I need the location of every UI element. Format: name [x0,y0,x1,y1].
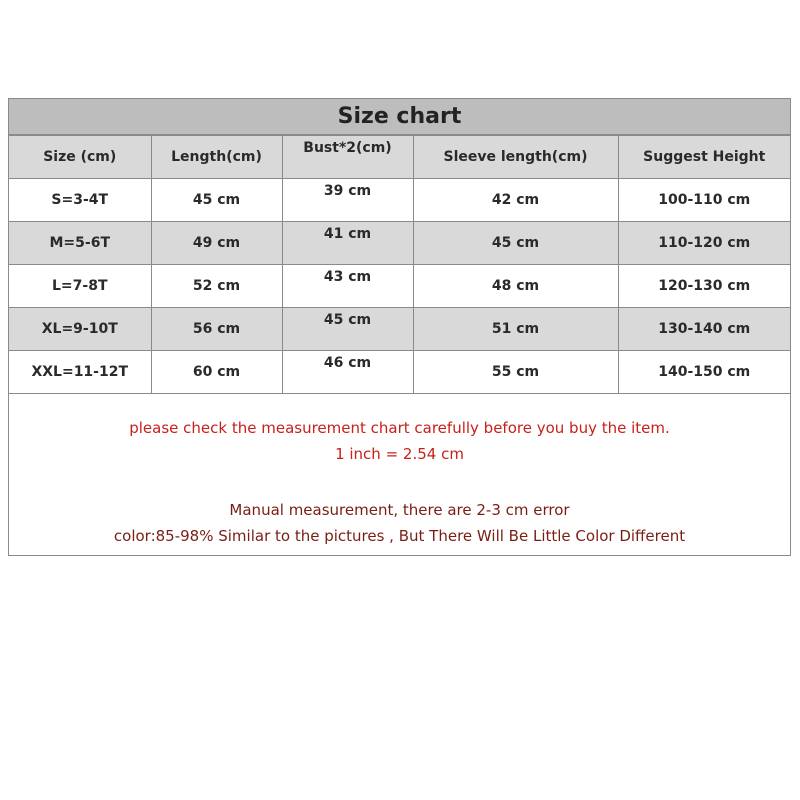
table-header-row [9,136,790,179]
notes [9,415,790,549]
table-row [9,179,790,222]
color-difference-note: color:85-98% Similar to the pictures , But There Will Be Little Color Different [113,527,686,545]
cell-suggest-height: 120-130 cm [618,265,790,308]
cell-bust: 45 cm [282,308,413,351]
cell-length: 60 cm [151,351,282,394]
header-sleeve-length: Sleeve length(cm) [413,136,618,179]
check-notice: please check the measurement chart carefully before you buy the item. [129,419,670,437]
table-row [9,265,790,308]
cell-suggest-height: 140-150 cm [618,351,790,394]
cell-sleeve-length: 55 cm [413,351,618,394]
table-row [9,308,790,351]
cell-bust: 39 cm [282,179,413,222]
header-length: Length(cm) [151,136,282,179]
table-row [9,222,790,265]
cell-sleeve-length: 51 cm [413,308,618,351]
cell-size: S=3-4T [9,179,151,222]
cell-length: 45 cm [151,179,282,222]
cell-bust: 41 cm [282,222,413,265]
cell-size: M=5-6T [9,222,151,265]
cell-sleeve-length: 42 cm [413,179,618,222]
header-suggest-height: Suggest Height [618,136,790,179]
header-bust: Bust*2(cm) [282,136,413,179]
cell-length: 49 cm [151,222,282,265]
cell-size: L=7-8T [9,265,151,308]
chart-title: Size chart [9,99,790,135]
cell-suggest-height: 110-120 cm [618,222,790,265]
header-size: Size (cm) [9,136,151,179]
measurement-error-note: Manual measurement, there are 2-3 cm error [229,501,570,519]
size-chart [8,98,791,556]
cell-length: 56 cm [151,308,282,351]
table-row [9,351,790,394]
cell-size: XXL=11-12T [9,351,151,394]
inch-conversion: 1 inch = 2.54 cm [335,445,464,463]
size-table [9,135,790,394]
cell-suggest-height: 130-140 cm [618,308,790,351]
cell-bust: 43 cm [282,265,413,308]
cell-sleeve-length: 48 cm [413,265,618,308]
cell-sleeve-length: 45 cm [413,222,618,265]
cell-size: XL=9-10T [9,308,151,351]
cell-suggest-height: 100-110 cm [618,179,790,222]
cell-bust: 46 cm [282,351,413,394]
cell-length: 52 cm [151,265,282,308]
